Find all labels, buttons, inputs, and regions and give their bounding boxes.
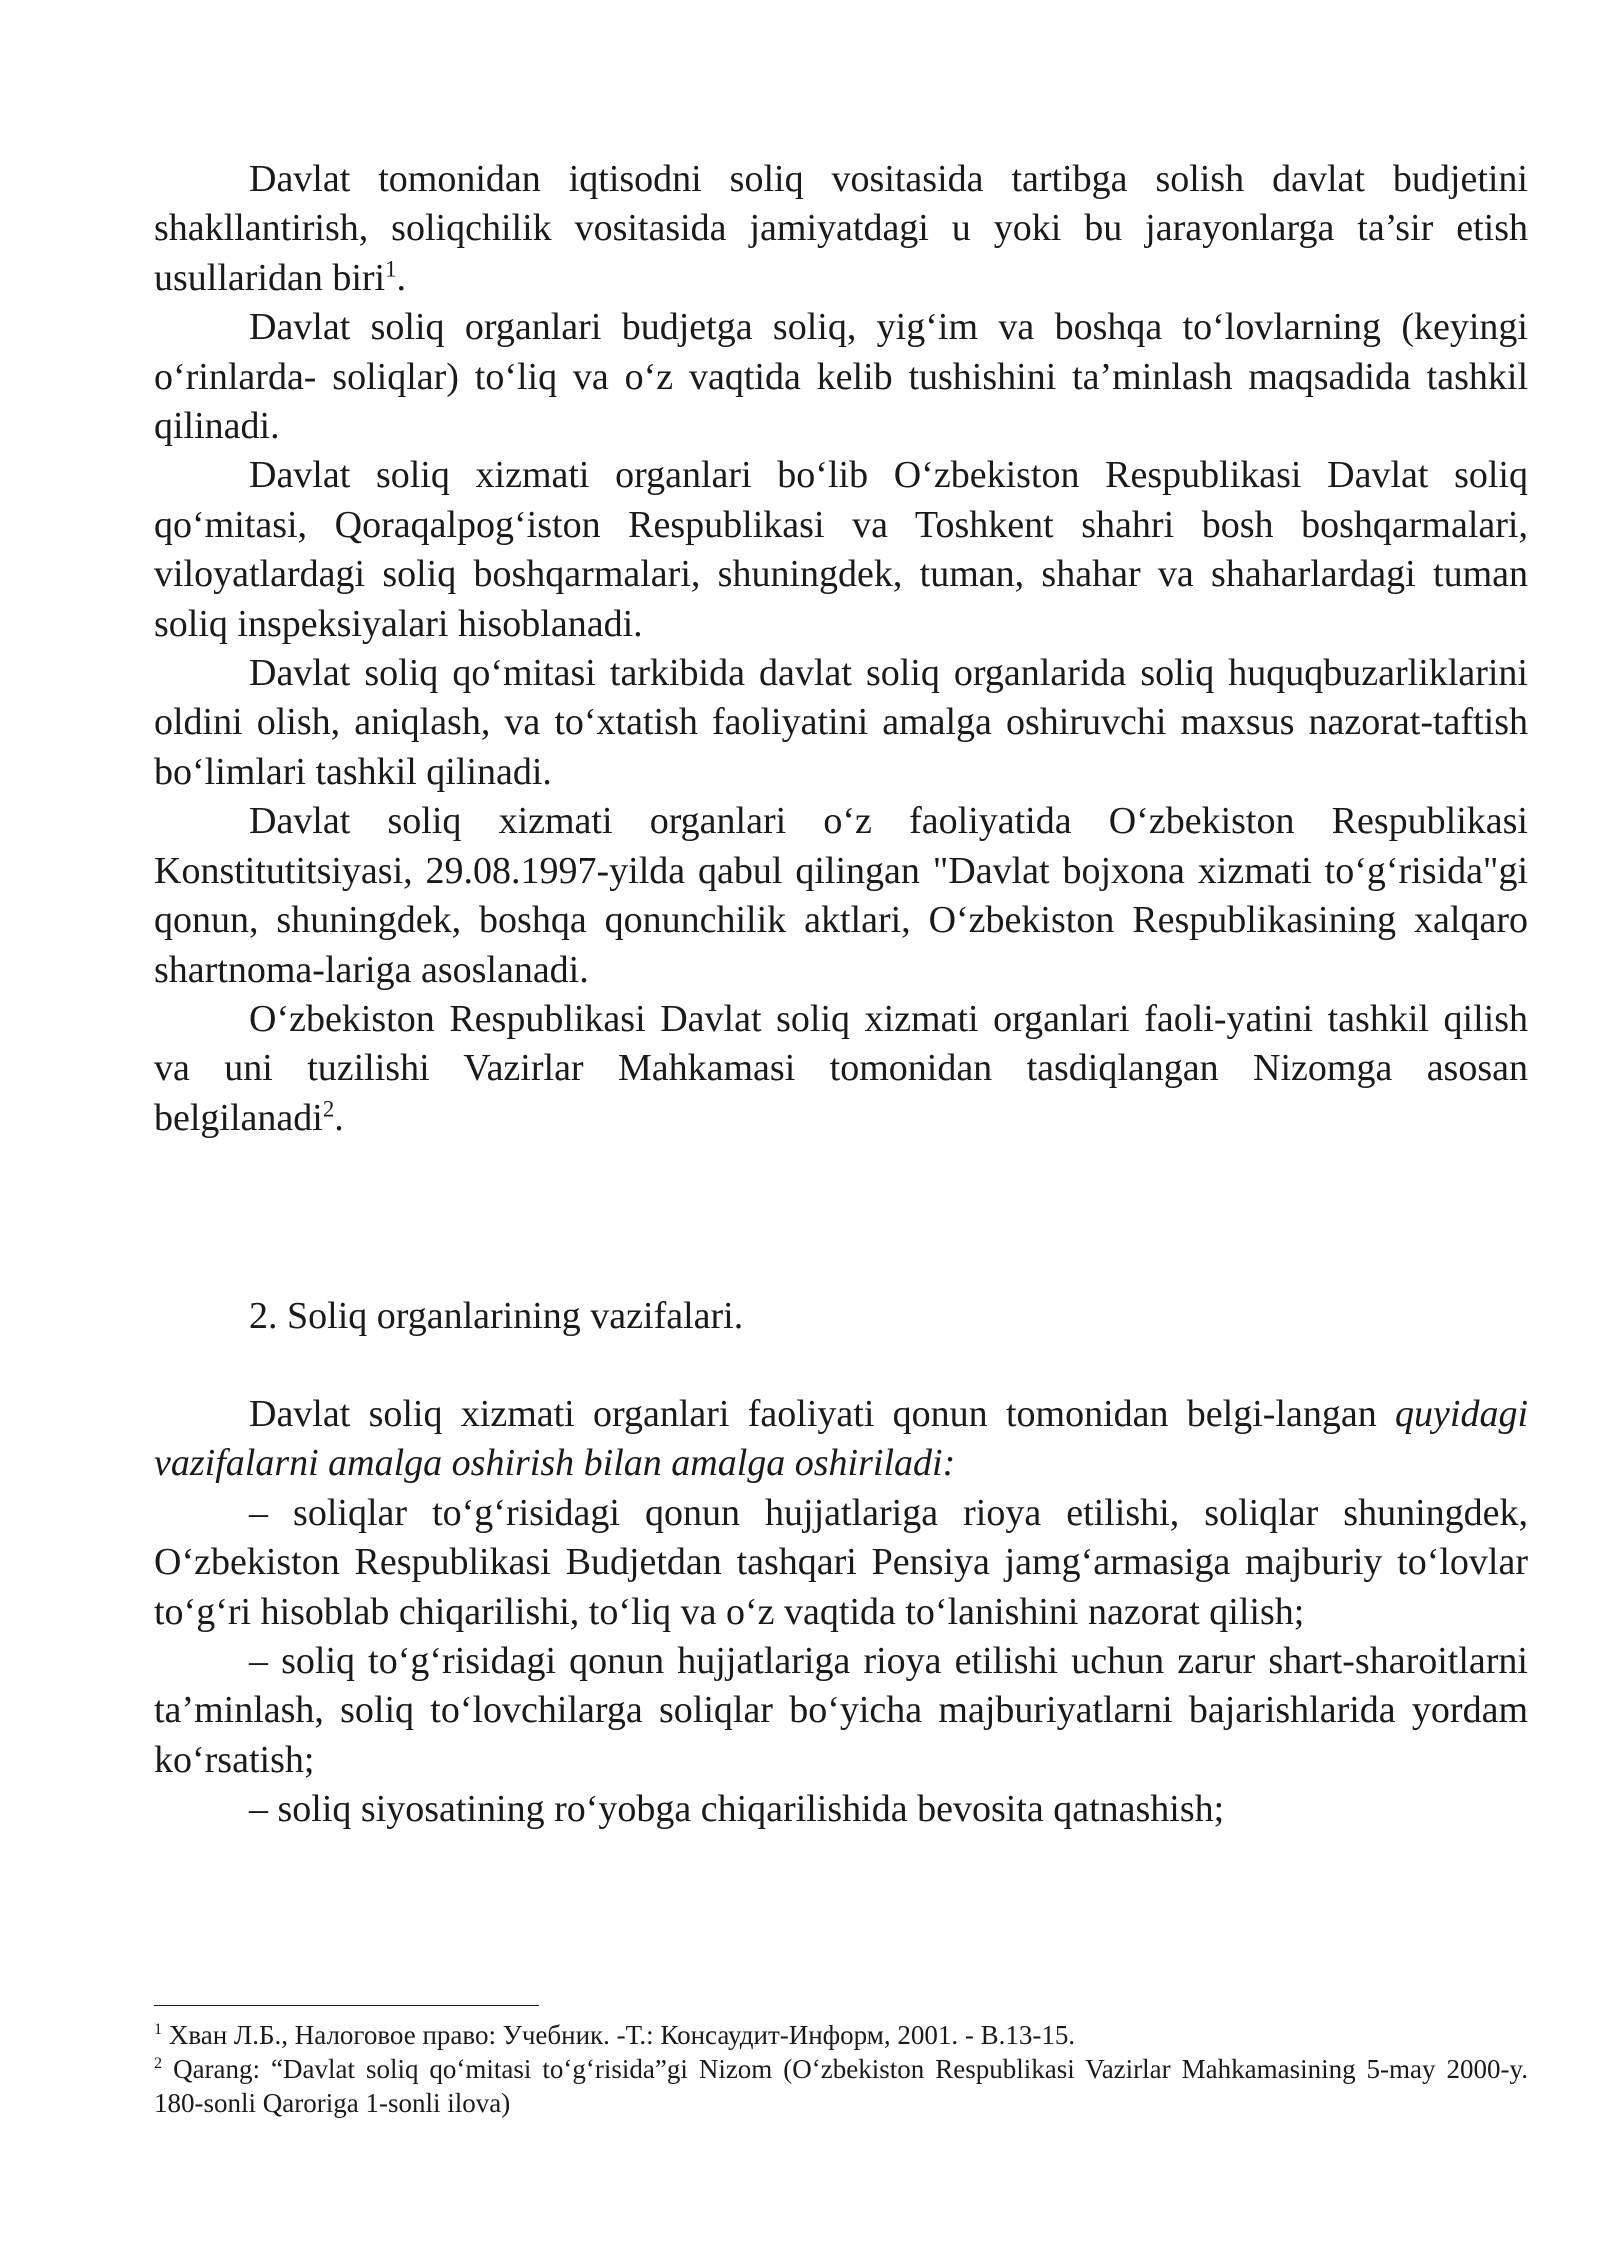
footnotes [154,2018,1528,2120]
intro-italic-text: quyidagi vazifalarni amalga oshirish bilan amalga oshiriladi: [154,1393,1528,1485]
paragraph-1: Davlat tomonidan iqtisodni soliq vositasida tartibga solish davlat budjetini shakllantirish, soliqchilik vositasida jamiyatdagi u yoki bu jarayonlarga ta’sir etish usullaridan biri$^1$. [154,158,1528,299]
list-item: – soliq siyosatining ro‘yobga chiqarilishida bevosita qatnashish; [249,1788,1225,1831]
paragraph-2: Davlat soliq organlari budjetga soliq, yig‘im va boshqa to‘lovlarning (keyingi o‘rinlarda- soliqlar) to‘liq va o‘z vaqtida kelib tushishini ta’minlash maqsadida tashkil qilinadi. [154,306,1528,448]
intro-paragraph: Davlat soliq xizmati organlari faoliyati qonun tomonidan belgi-langan quyidagi vazifalarni amalga oshirish bilan amalga oshiriladi: [154,1393,1528,1485]
footnote-2: $^2$ Qarang: “Davlat soliq qo‘mitasi to‘g‘risida”gi Nizom (O‘zbekiston Respublikasi Vazirlar Mahkamasining 5-may 2000-y. 180-sonli Qaroriga 1-sonli ilova) [154,2054,1529,2118]
paragraph-3: Davlat soliq xizmati organlari bo‘lib O‘zbekiston Respublikasi Davlat soliq qo‘mitasi, Qoraqalpog‘iston Respublikasi va Toshkent shahri bosh boshqarmalari, viloyatlardagi soliq boshqarmalari, shuningdek, tuman, shahar va shaharlardagi tuman soliq inspeksiyalari hisoblanadi. [154,454,1528,645]
footnote-separator [154,2005,539,2006]
footnote-1: $^1$ Хван Л.Б., Налоговое право: Учебник. -Т.: Консаудит-Информ, 2001. - В.13-15. [154,2020,1076,2050]
paragraph-5: Davlat soliq xizmati organlari o‘z faoliyatida O‘zbekiston Respublikasi Konstitutitsiyasi, 29.08.1997-yilda qabul qilingan "Davlat bojxona xizmati to‘g‘risida"gi qonun, shuningdek, boshqa qonunchilik aktlari, O‘zbekiston Respublikasining xalqaro shartnoma-lariga asoslanadi. [154,800,1528,991]
footnote-mark: 1 [154,2020,163,2038]
section-heading: 2. Soliq organlarining vazifalari. [249,1295,744,1337]
list-item: – soliq to‘g‘risidagi qonun hujjatlariga rioya etilishi uchun zarur shart-sharoitlarni ta’minlash, soliq to‘lovchilarga soliqlar bo‘yicha majburiyatlarni bajarishlarida yordam ko‘rsatish; [154,1640,1528,1781]
body-section-2 [154,1390,1528,1835]
list-item: – soliqlar to‘g‘risidagi qonun hujjatlariga rioya etilishi, soliqlar shuningdek, O‘zbekiston Respublikasi Budjetdan tashqari Pensiya jamg‘armasiga majburiy to‘lovlar to‘g‘ri hisoblab chiqarilishi, to‘liq va o‘z vaqtida to‘lanishini nazorat qilish; [154,1491,1528,1633]
paragraph-4: Davlat soliq qo‘mitasi tarkibida davlat soliq organlarida soliq huquqbuzarliklarini oldini olish, aniqlash, va to‘xtatish faoliyatini amalga oshiruvchi maxsus nazorat-taftish bo‘limlari tashkil qilinadi. [154,652,1528,793]
footnote-mark: 2 [154,2054,163,2072]
body-section-1 [154,155,1528,1143]
footnote-ref-1[interactable]: 1 [385,256,397,282]
paragraph-6: O‘zbekiston Respublikasi Davlat soliq xizmati organlari faoli-yatini tashkil qilish va uni tuzilishi Vazirlar Mahkamasi tomonidan tasdiqlangan Nizomga asosan belgilanadi$^2$. [154,997,1528,1139]
footnote-ref-2[interactable]: 2 [322,1096,335,1122]
